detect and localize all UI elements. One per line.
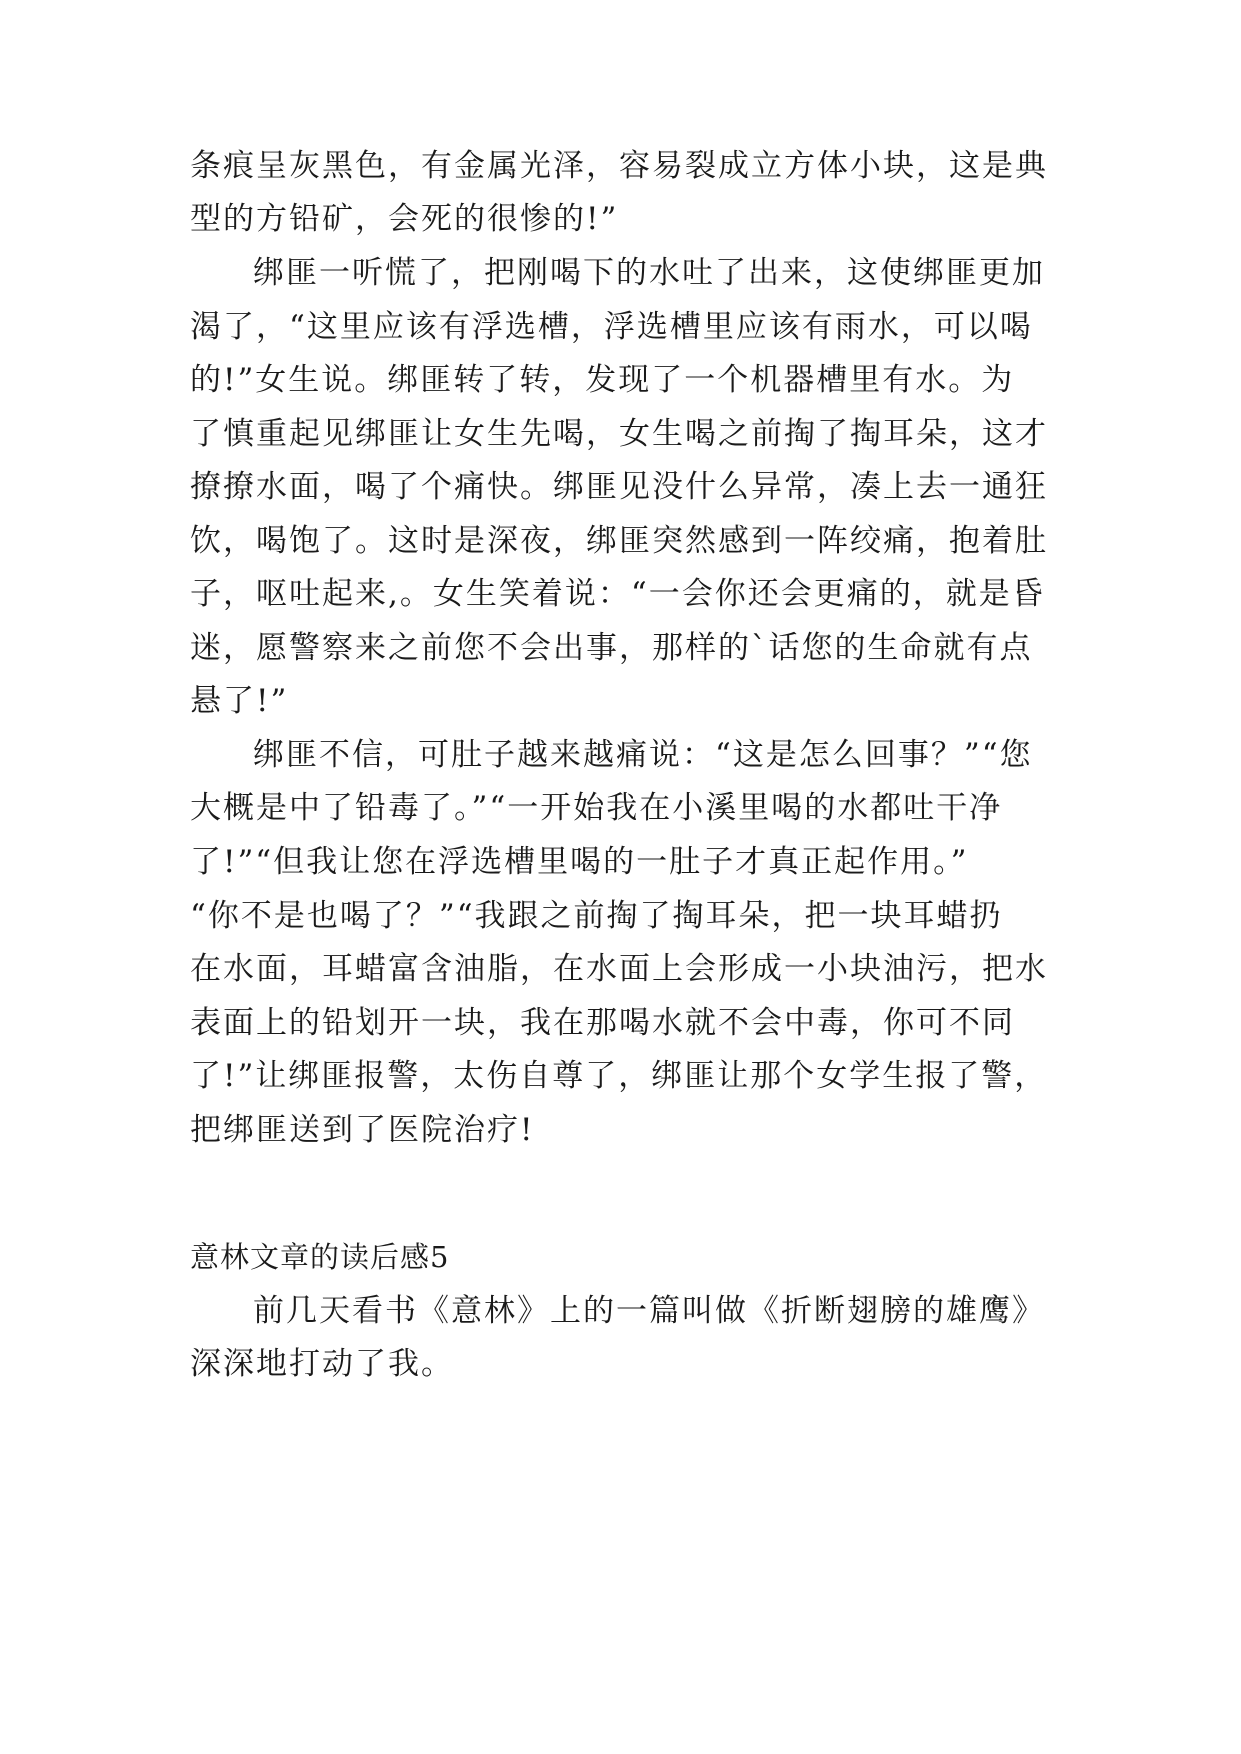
paragraph-2-line-5: 撩撩水面，喝了个痛快。绑匪见没什么异常，凑上去一通狂 <box>190 469 1048 505</box>
paragraph-2-line-6: 饮，喝饱了。这时是深夜，绑匪突然感到一阵绞痛，抱着肚 <box>190 523 1048 559</box>
paragraph-3-line-5: 在水面，耳蜡富含油脂，在水面上会形成一小块油污，把水 <box>190 951 1048 987</box>
paragraph-3-line-7: 了!”让绑匪报警，太伤自尊了，绑匪让那个女学生报了警， <box>190 1058 1048 1094</box>
paragraph-3-line-4: “你不是也喝了？”“我跟之前掏了掏耳朵，把一块耳蜡扔 <box>190 898 1003 934</box>
paragraph-2-line-1: 绑匪一听慌了，把刚喝下的水吐了出来，这使绑匪更加 <box>253 255 1045 291</box>
paragraph-3-line-6: 表面上的铅划开一块，我在那喝水就不会中毒，你可不同 <box>190 1005 1015 1041</box>
paragraph-4-line-1: 前几天看书《意林》上的一篇叫做《折断翅膀的雄鹰》 <box>253 1293 1045 1329</box>
paragraph-2-line-3: 的!”女生说。绑匪转了转，发现了一个机器槽里有水。为 <box>190 362 1015 398</box>
paragraph-2-line-2: 渴了，“这里应该有浮选槽，浮选槽里应该有雨水，可以喝 <box>190 309 1033 345</box>
paragraph-2-line-4: 了慎重起见绑匪让女生先喝，女生喝之前掏了掏耳朵，这才 <box>190 416 1048 452</box>
paragraph-4-line-2: 深深地打动了我。 <box>190 1346 454 1382</box>
paragraph-1-line-2: 型的方铅矿，会死的很惨的!” <box>190 201 619 237</box>
paragraph-3-line-3: 了!”“但我让您在浮选槽里喝的一肚子才真正起作用。” <box>190 844 969 880</box>
paragraph-1-line-1: 条痕呈灰黑色，有金属光泽，容易裂成立方体小块，这是典 <box>190 148 1048 184</box>
section-title: 意林文章的读后感5 <box>190 1240 450 1274</box>
paragraph-2-line-7: 子，呕吐起来,。女生笑着说：“一会你还会更痛的，就是昏 <box>190 576 1045 612</box>
paragraph-3-line-2: 大概是中了铅毒了。”“一开始我在小溪里喝的水都吐干净 <box>190 790 1003 826</box>
paragraph-3-line-1: 绑匪不信，可肚子越来越痛说：“这是怎么回事？”“您 <box>253 737 1033 773</box>
paragraph-2-line-8: 迷，愿警察来之前您不会出事，那样的`话您的生命就有点 <box>190 630 1033 666</box>
paragraph-3-line-8: 把绑匪送到了医院治疗! <box>190 1112 535 1148</box>
paragraph-2-line-9: 悬了!” <box>190 683 289 719</box>
